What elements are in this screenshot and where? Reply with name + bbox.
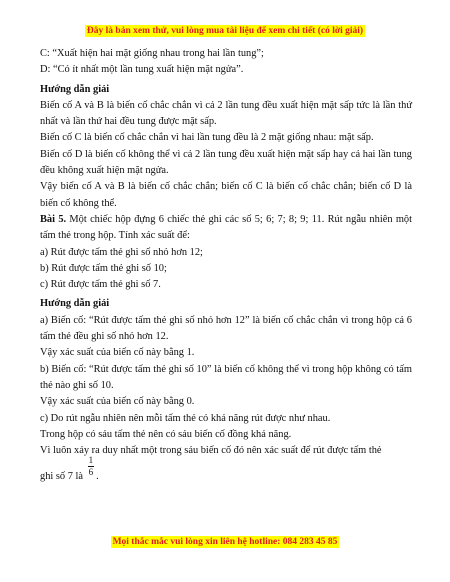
question-c: c) Rút được tấm thẻ ghi số 7. xyxy=(40,279,161,291)
solution-para-2: Biến cố C là biến cố chắc chắn vì hai lần tung đều là 2 mặt giống nhau: mặt sấp. xyxy=(40,132,374,144)
hotline-banner xyxy=(0,537,450,547)
solution-para-1: Biến cố A và B là biến cố chắc chắn vì cả 2 lần tung đều xuất hiện mặt sấp tức là lần thứ nhất và lần thứ hai đều tung được mặt sấp. xyxy=(40,99,412,128)
exercise-5-text: Một chiếc hộp đựng 6 chiếc thẻ ghi các số 5; 6; 7; 8; 9; 11. Rút ngẫu nhiên một tấm thẻ trong hộp. Tính xác suất để: xyxy=(40,213,412,242)
exercise-5 xyxy=(40,212,412,245)
exercise-5-label: Bài 5. xyxy=(40,213,67,225)
fraction-one-sixth xyxy=(88,455,95,478)
answer-c-4 xyxy=(40,455,412,488)
solution-para-4: Vậy biến cố A và B là biến cố chắc chắn; biến cố C là biến cố chắc chắn; biến cố D là biến cố không thể. xyxy=(40,181,412,209)
answer-c-1: c) Do rút ngẫu nhiên nên mỗi tấm thẻ có khả năng rút được như nhau. xyxy=(40,412,331,424)
fraction-denominator: 6 xyxy=(88,467,94,478)
preview-notice-banner xyxy=(0,26,450,36)
solution-para-3: Biến cố D là biến cố không thể vì cả 2 lần tung đều xuất hiện mặt sấp hay cả hai lần tung đều không xuất hiện mặt ngửa. xyxy=(40,148,412,177)
answer-c-3: Vì luôn xảy ra duy nhất một trong sáu biến cố đó nên xác suất để rút được tấm thẻ xyxy=(40,445,382,457)
answer-a-1: a) Biến cố: “Rút được tấm thẻ ghi số nhỏ hơn 12” là biến cố chắc chắn vì trong hộp cả 6 tấm thẻ đều ghi số nhỏ hơn 12. xyxy=(40,314,412,343)
answer-c-2: Trong hộp có sáu tấm thẻ nên có sáu biến cố đồng khả năng. xyxy=(40,428,292,440)
fraction-numerator: 1 xyxy=(88,455,94,466)
hotline-text: Mọi thắc mắc vui lòng xin liên hệ hotline: 084 283 45 85 xyxy=(112,537,338,547)
option-d: D: “Có ít nhất một lần tung xuất hiện mặt ngửa”. xyxy=(40,64,244,76)
answer-a-2: Vậy xác suất của biến cố này bằng 1. xyxy=(40,347,195,359)
solution-heading-2: Hướng dẫn giải xyxy=(40,298,110,310)
answer-b-1: b) Biến cố: “Rút được tấm thẻ ghi số 10” là biến cố không thể vì trong hộp không có tấm thẻ nào ghi số 10. xyxy=(40,363,412,391)
answer-c-4-suffix: . xyxy=(96,471,99,483)
document-body xyxy=(40,46,412,488)
answer-b-2: Vậy xác suất của biến cố này bằng 0. xyxy=(40,396,195,408)
solution-heading-1: Hướng dẫn giải xyxy=(40,83,110,95)
question-b: b) Rút được tấm thẻ ghi số 10; xyxy=(40,262,167,274)
preview-notice-text: Đây là bản xem thử, vui lòng mua tài liệu để xem chi tiết (có lời giải) xyxy=(86,26,364,36)
question-a: a) Rút được tấm thẻ ghi số nhỏ hơn 12; xyxy=(40,246,203,258)
answer-c-4-prefix: ghi số 7 là xyxy=(40,471,86,483)
option-c: C: “Xuất hiện hai mặt giống nhau trong hai lần tung”; xyxy=(40,48,264,59)
